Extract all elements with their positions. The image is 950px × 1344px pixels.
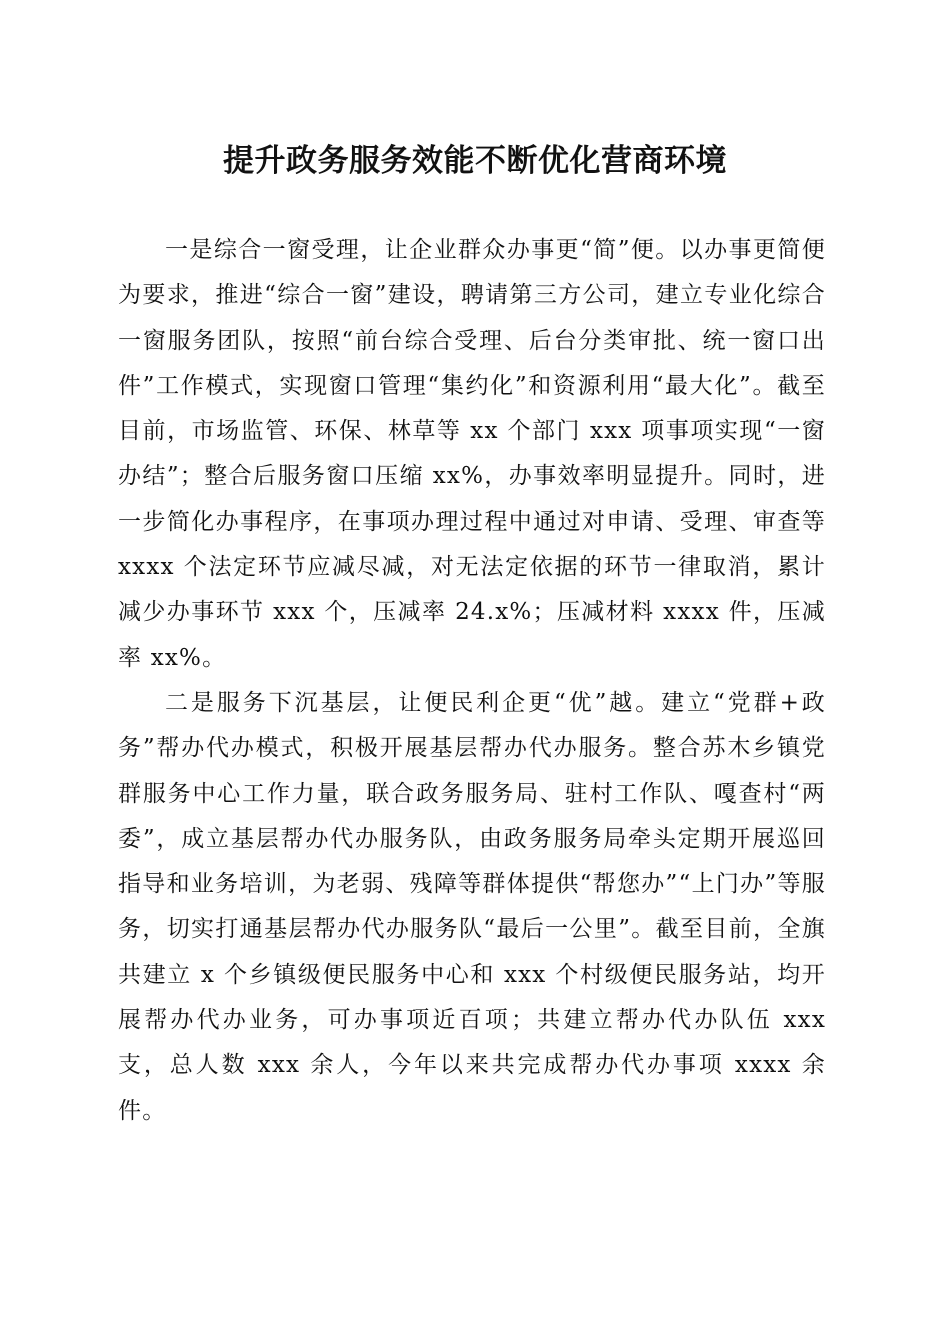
document-title: 提升政务服务效能不断优化营商环境 xyxy=(223,143,727,179)
paragraph-1-lead: 一是综合一窗受理，让企业群众办事更“简”便。 xyxy=(165,237,680,263)
paragraph-2-lead: 二是服务下沉基层，让便民利企更“优”越。 xyxy=(165,689,662,716)
paragraph-1 xyxy=(118,228,826,681)
paragraph-2-text: 建立“党群+政务”帮办代办模式，积极开展基层帮办代办服务。整合苏木乡镇党群服务中心工作力量，联合政务服务局、驻村工作队、嘎查村“两委”，成立基层帮办代办服务队，由政务服务局牵头定期开展巡回指导和业务培训，为老弱、残障等群体提供“帮您办”“上门办”等服务，切实打通基层帮办代办服务队“最后一公里”。截至目前，全旗共建立 x 个乡镇级便民服务中心和 xxx 个村级便民服务站，均开展帮办代办业务，可办事项近百项；共建立帮办代办队伍 xxx 支，总人数 xxx 余人，今年以来共完成帮办代办事项 xxxx 余件。 xyxy=(118,689,826,1124)
document-body xyxy=(118,228,826,1134)
paragraph-1-text: 以办事更简便为要求，推进“综合一窗”建设，聘请第三方公司，建立专业化综合一窗服务团队，按照“前台综合受理、后台分类审批、统一窗口出件”工作模式，实现窗口管理“集约化”和资源利用“最大化”。截至目前，市场监管、环保、林草等 xx 个部门 xxx 项事项实现“一窗办结”；整合后服务窗口压缩 xx%，办事效率明显提升。同时，进一步简化办事程序，在事项办理过程中通过对申请、受理、审查等 xxxx 个法定环节应减尽减，对无法定依据的环节一律取消，累计减少办事环节 xxx 个，压减率 24.x%；压减材料 xxxx 件，压减率 xx%。 xyxy=(118,237,827,671)
paragraph-2 xyxy=(118,681,826,1134)
